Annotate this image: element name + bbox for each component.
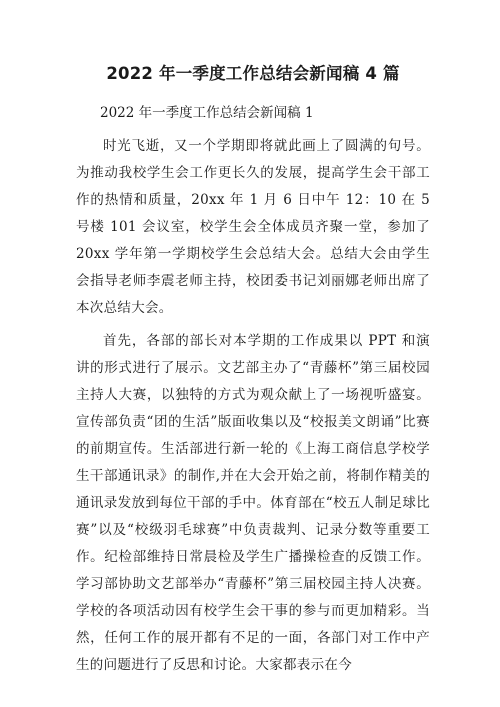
paragraph-2: 首先，各部的部长对本学期的工作成果以 PPT 和演讲的形式进行了展示。文艺部主办了“青藤杯”第三届校园主持人大赛，以独特的方式为观众献上了一场视听盛宴。宣传部负责“团的生活”版面收集以及“校报美文朗诵”比赛的前期宣传。生活部进行新一轮的《上海工商信息学校学生干部通讯录》的制作,并在大会开始之前，将制作精美的通讯录发放到每位干部的手中。体育部在“校五人制足球比赛”以及“校级羽毛球赛”中负责裁判、记录分数等重要工作。纪检部维持日常晨检及学生广播操检查的反馈工作。学习部协助文艺部举办“青藤杯”第三届校园主持人决赛。学校的各项活动因有校学生会干事的参与而更加精彩。当然，任何工作的展开都有不足的一面，各部门对工作中产生的问题进行了反思和讨论。大家都表示在今 [76, 333, 430, 673]
document-subtitle: 2022 年一季度工作总结会新闻稿 1 [100, 105, 314, 121]
document-title: 2022 年一季度工作总结会新闻稿 4 篇 [106, 64, 400, 83]
paragraph-1: 时光飞逝，又一个学期即将就此画上了圆满的句号。为推动我校学生会工作更长久的发展，提高学生会干部工作的热情和质量，20xx 年 1 月 6 日中午 12：10 在 5 号楼 101 会议室，校学生会全体成员齐聚一堂，参加了 20xx 学年第一学期校学生会总结大会。总结大会由学生会指导老师李震老师主持，校团委书记刘丽娜老师出席了本次总结大会。 [76, 138, 430, 316]
